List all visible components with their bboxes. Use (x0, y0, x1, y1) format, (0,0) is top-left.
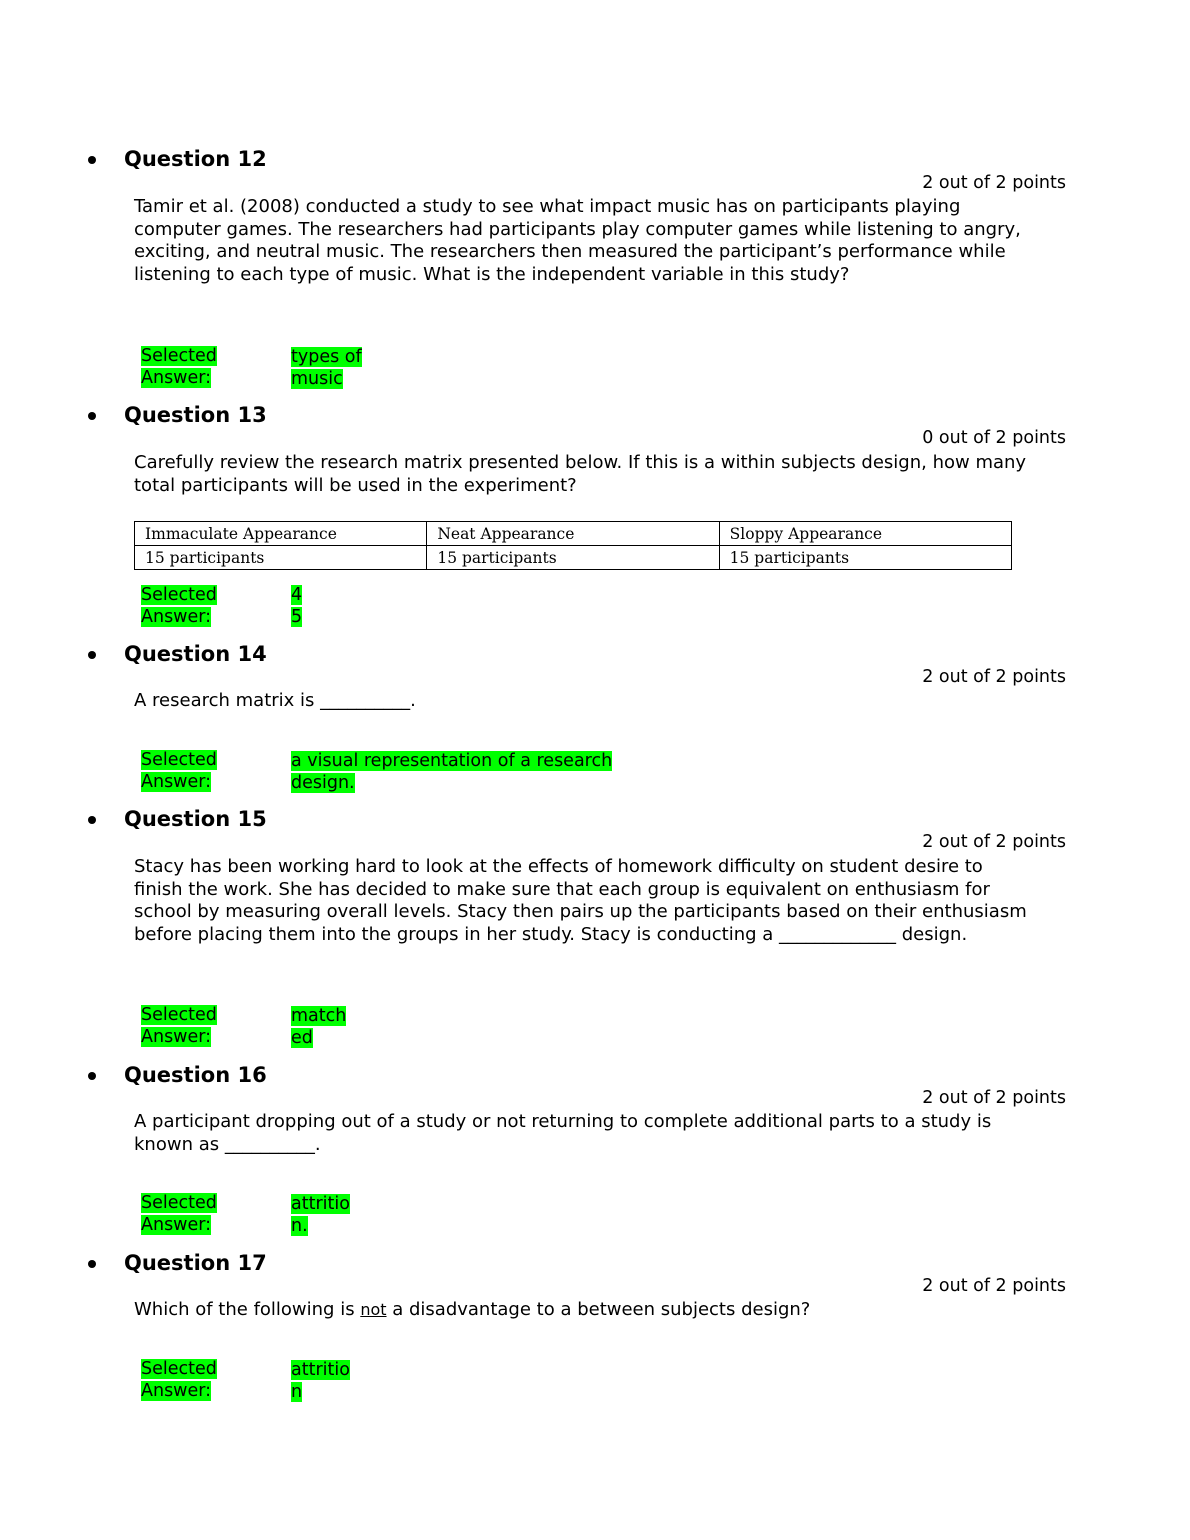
selected-answer-label: Selected Answer: (141, 346, 217, 388)
question-points: 2 out of 2 points (922, 1276, 1066, 1296)
question-title: Question 15 (124, 807, 267, 831)
matrix-header-cell: Neat Appearance (427, 522, 719, 546)
selected-answer-label: Selected Answer: (141, 585, 217, 627)
question-title: Question 14 (124, 642, 267, 666)
bullet-icon (88, 1072, 96, 1080)
matrix-cell: 15 participants (135, 546, 427, 570)
matrix-header-cell: Sloppy Appearance (719, 522, 1011, 546)
question-text: A participant dropping out of a study or not returning to complete additional parts to a study is known as __________. (134, 1111, 992, 1155)
selected-answer-value: attritio n. (291, 1194, 350, 1236)
underlined-word: not (360, 1300, 387, 1319)
selected-answer-value: match ed (291, 1006, 347, 1048)
question-title: Question 12 (124, 147, 267, 171)
question-title: Question 17 (124, 1251, 267, 1275)
question-text: A research matrix is __________. (134, 690, 416, 711)
bullet-icon (88, 816, 96, 824)
selected-answer-value: types of music (291, 347, 362, 389)
question-points: 2 out of 2 points (922, 832, 1066, 852)
question-title: Question 13 (124, 403, 267, 427)
bullet-icon (88, 412, 96, 420)
question-title: Question 16 (124, 1063, 267, 1087)
bullet-icon (88, 156, 96, 164)
matrix-cell: 15 participants (427, 546, 719, 570)
selected-answer-label: Selected Answer: (141, 750, 217, 792)
question-points: 2 out of 2 points (922, 1088, 1066, 1108)
matrix-row (135, 546, 1012, 570)
selected-answer-label: Selected Answer: (141, 1005, 217, 1047)
question-text: Stacy has been working hard to look at the effects of homework difficulty on student desire to finish the work. She has decided to make sure that each group is equivalent on enthusiasm for school by measuring overall levels. Stacy then pairs up the participants based on their enthusiasm before placing them into the groups in her study. Stacy is conducting a _____________ design. (134, 856, 1027, 946)
matrix-header-cell: Immaculate Appearance (135, 522, 427, 546)
question-text: Which of the following is not a disadvantage to a between subjects design? (134, 1299, 811, 1320)
question-points: 0 out of 2 points (922, 428, 1066, 448)
question-points: 2 out of 2 points (922, 173, 1066, 193)
selected-answer-value: attritio n (291, 1360, 350, 1402)
matrix-cell: 15 participants (719, 546, 1011, 570)
selected-answer-value: a visual representation of a research design. (291, 751, 613, 793)
bullet-icon (88, 651, 96, 659)
research-matrix (134, 521, 1012, 570)
matrix-header-row (135, 522, 1012, 546)
question-text: Carefully review the research matrix presented below. If this is a within subjects design, how many total participants will be used in the experiment? (134, 452, 1027, 496)
bullet-icon (88, 1260, 96, 1268)
selected-answer-label: Selected Answer: (141, 1359, 217, 1401)
selected-answer-label: Selected Answer: (141, 1193, 217, 1235)
question-text: Tamir et al. (2008) conducted a study to see what impact music has on participants playing computer games. The researchers had participants play computer games while listening to angry, exciting, and neutral music. The researchers then measured the participant’s performance while listening to each type of music. What is the independent variable in this study? (134, 196, 1021, 286)
selected-answer-value: 4 5 (291, 585, 303, 627)
question-points: 2 out of 2 points (922, 667, 1066, 687)
